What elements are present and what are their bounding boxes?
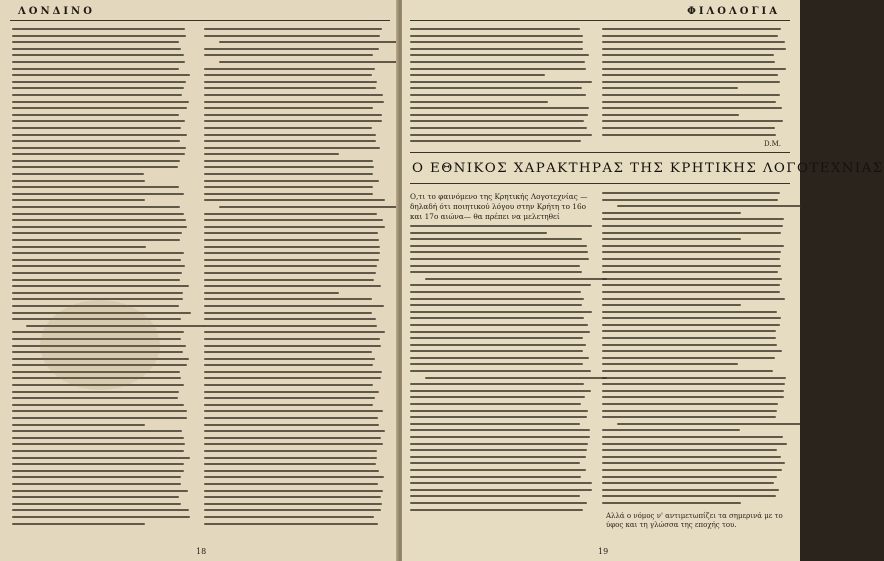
right-top-column-2 <box>602 28 788 148</box>
text-line <box>602 265 781 267</box>
text-line <box>410 344 586 346</box>
text-line <box>410 383 584 385</box>
text-line <box>12 503 181 505</box>
text-line <box>410 436 590 438</box>
text-line <box>410 482 592 484</box>
right-top-column-1 <box>410 28 594 148</box>
text-line <box>204 48 379 50</box>
text-line <box>410 416 587 418</box>
text-line <box>204 417 378 419</box>
text-line <box>204 68 375 70</box>
text-line <box>12 180 145 182</box>
text-line <box>12 160 180 162</box>
text-line <box>12 391 179 393</box>
text-line <box>410 469 586 471</box>
text-line <box>602 87 738 89</box>
text-line <box>12 463 184 465</box>
text-line <box>12 35 186 37</box>
text-line <box>602 443 787 445</box>
text-line <box>602 199 778 201</box>
text-line <box>12 186 179 188</box>
text-line <box>204 28 382 30</box>
text-line <box>204 298 372 300</box>
text-line <box>410 48 583 50</box>
text-line <box>204 259 379 261</box>
text-line <box>602 482 774 484</box>
text-line <box>410 317 584 319</box>
text-line <box>602 344 777 346</box>
text-line <box>12 74 190 76</box>
text-line <box>410 357 589 359</box>
text-line <box>12 101 189 103</box>
text-line <box>602 192 780 194</box>
text-line <box>12 437 184 439</box>
left-page-column-2 <box>204 28 386 533</box>
text-line <box>204 397 375 399</box>
text-line <box>204 272 376 274</box>
text-line <box>12 213 184 215</box>
text-line <box>410 54 589 56</box>
text-line <box>602 81 780 83</box>
text-line <box>204 410 383 412</box>
text-line <box>204 147 380 149</box>
left-folio: 18 <box>196 547 207 556</box>
text-line <box>204 470 379 472</box>
text-line <box>204 285 381 287</box>
text-line <box>602 311 777 313</box>
text-line <box>410 28 580 30</box>
text-line <box>617 205 801 207</box>
text-line <box>204 503 382 505</box>
text-line <box>204 450 377 452</box>
text-line <box>410 107 589 109</box>
text-line <box>12 417 187 419</box>
text-line <box>204 509 381 511</box>
text-line <box>602 436 783 438</box>
text-line <box>410 291 581 293</box>
text-line <box>602 48 786 50</box>
text-line <box>204 523 378 525</box>
text-line <box>602 456 781 458</box>
right-body-column-1 <box>410 192 594 532</box>
text-line <box>204 351 372 353</box>
text-line <box>410 363 583 365</box>
text-line <box>602 101 776 103</box>
text-line <box>602 317 781 319</box>
text-line <box>204 101 384 103</box>
article-intro: Ο,τι το φαινόμενο της Κρητικής Λογοτεχνίας —δηλαδή ότι ποιητικού λόγου στην Κρήτη το 16ο και 17ο αιώνα— θα πρέπει να μελετηθεί <box>410 192 588 221</box>
text-line <box>219 206 399 208</box>
text-line <box>204 252 380 254</box>
text-line <box>602 304 741 306</box>
right-folio: 19 <box>598 547 609 556</box>
text-line <box>204 213 377 215</box>
text-line <box>204 134 376 136</box>
text-line <box>410 502 587 504</box>
text-line <box>410 94 586 96</box>
text-line <box>425 278 608 280</box>
text-line <box>204 292 339 294</box>
text-line <box>602 41 785 43</box>
text-line <box>204 338 380 340</box>
text-line <box>602 68 786 70</box>
text-line <box>12 265 185 267</box>
text-line <box>602 251 781 253</box>
text-line <box>12 94 182 96</box>
text-line <box>12 239 180 241</box>
text-line <box>410 61 585 63</box>
text-line <box>204 127 372 129</box>
text-line <box>410 337 583 339</box>
text-line <box>12 120 185 122</box>
text-line <box>12 81 186 83</box>
text-line <box>204 74 372 76</box>
text-line <box>410 331 590 333</box>
text-line <box>410 284 591 286</box>
text-line <box>12 68 179 70</box>
text-line <box>204 219 383 221</box>
left-header-rule <box>10 20 390 21</box>
text-line <box>204 186 373 188</box>
left-page-column-1 <box>12 28 192 533</box>
text-line <box>12 226 187 228</box>
text-line <box>602 232 781 234</box>
text-line <box>410 232 547 234</box>
text-line <box>12 173 144 175</box>
text-line <box>602 218 784 220</box>
right-page-header: ΦΙΛΟΛΟΓΙΑ <box>687 6 780 17</box>
text-line <box>602 238 741 240</box>
text-line <box>204 457 377 459</box>
text-line <box>602 225 783 227</box>
text-line <box>410 271 582 273</box>
text-line <box>204 199 385 201</box>
text-line <box>204 391 379 393</box>
text-line <box>602 370 773 372</box>
text-line <box>602 476 777 478</box>
text-line <box>12 54 184 56</box>
text-line <box>12 272 182 274</box>
text-line <box>602 449 777 451</box>
text-line <box>410 324 588 326</box>
text-line <box>12 424 145 426</box>
text-line <box>602 377 786 379</box>
headline-top-rule <box>410 152 790 153</box>
text-line <box>602 245 784 247</box>
text-line <box>410 509 583 511</box>
text-line <box>12 134 187 136</box>
text-line <box>204 424 379 426</box>
text-line <box>204 120 382 122</box>
article-closing: Αλλά ο νόμος ν' αντιμετωπίζει τα σημερινά με το ύφος και τη γλώσσα της εποχής του. <box>606 512 783 529</box>
text-line <box>204 193 373 195</box>
text-line <box>204 443 383 445</box>
text-line <box>410 390 591 392</box>
text-line <box>12 430 182 432</box>
text-line <box>12 404 184 406</box>
text-line <box>410 429 590 431</box>
text-line <box>410 423 580 425</box>
text-line <box>12 140 180 142</box>
text-line <box>204 226 385 228</box>
text-line <box>219 61 399 63</box>
text-line <box>12 483 181 485</box>
text-line <box>602 134 776 136</box>
text-line <box>204 325 377 327</box>
text-line <box>12 199 145 201</box>
text-line <box>204 312 372 314</box>
text-line <box>602 94 780 96</box>
text-line <box>204 371 382 373</box>
text-line <box>12 206 180 208</box>
text-line <box>602 363 738 365</box>
left-page-header: ΛΟΝΔΙΝΟ <box>18 6 95 17</box>
text-line <box>410 456 586 458</box>
text-line <box>602 35 778 37</box>
text-line <box>12 48 181 50</box>
text-line <box>12 219 186 221</box>
text-line <box>410 311 592 313</box>
text-line <box>204 35 380 37</box>
text-line <box>410 495 580 497</box>
text-line <box>602 403 778 405</box>
paper-stain <box>40 300 160 390</box>
text-line <box>12 397 178 399</box>
text-line <box>204 318 376 320</box>
text-line <box>410 68 586 70</box>
text-line <box>204 463 376 465</box>
text-line <box>410 245 587 247</box>
text-line <box>602 298 785 300</box>
text-line <box>204 160 373 162</box>
text-line <box>204 87 376 89</box>
text-line <box>602 271 778 273</box>
text-line <box>602 410 777 412</box>
text-line <box>204 483 378 485</box>
headline-bottom-rule <box>410 183 790 184</box>
text-line <box>12 87 184 89</box>
text-line <box>410 114 588 116</box>
text-line <box>12 470 184 472</box>
text-line <box>602 212 741 214</box>
right-body-column-2 <box>602 192 788 510</box>
text-line <box>12 259 181 261</box>
text-line <box>204 166 374 168</box>
text-line <box>410 396 585 398</box>
text-line <box>410 462 580 464</box>
text-line <box>602 284 780 286</box>
text-line <box>410 304 582 306</box>
text-line <box>602 396 784 398</box>
text-line <box>410 101 548 103</box>
text-line <box>204 476 384 478</box>
text-line <box>602 324 780 326</box>
text-line <box>204 265 377 267</box>
text-line <box>204 345 381 347</box>
text-line <box>204 107 373 109</box>
left-page <box>0 0 398 561</box>
text-line <box>410 87 582 89</box>
text-line <box>204 377 381 379</box>
text-line <box>410 134 592 136</box>
text-line <box>219 41 399 43</box>
text-line <box>410 81 592 83</box>
text-line <box>204 437 381 439</box>
text-line <box>410 35 583 37</box>
text-line <box>12 28 185 30</box>
text-line <box>12 457 190 459</box>
text-line <box>204 239 379 241</box>
text-line <box>410 443 588 445</box>
right-page <box>402 0 884 561</box>
text-line <box>12 193 184 195</box>
text-line <box>204 305 384 307</box>
text-line <box>410 489 592 491</box>
text-line <box>602 278 782 280</box>
text-line <box>12 107 187 109</box>
text-line <box>602 330 776 332</box>
text-line <box>204 153 339 155</box>
text-line <box>204 279 374 281</box>
text-line <box>602 291 780 293</box>
text-line <box>410 476 581 478</box>
text-line <box>204 516 374 518</box>
text-line <box>12 509 189 511</box>
text-line <box>410 410 588 412</box>
text-line <box>12 232 182 234</box>
text-line <box>617 423 801 425</box>
text-line <box>410 251 588 253</box>
text-line <box>204 81 377 83</box>
text-line <box>602 127 775 129</box>
text-line <box>12 252 184 254</box>
text-line <box>602 416 776 418</box>
text-line <box>602 107 782 109</box>
text-line <box>204 140 376 142</box>
text-line <box>602 74 778 76</box>
text-line <box>410 74 545 76</box>
text-line <box>12 147 186 149</box>
text-line <box>12 490 188 492</box>
text-line <box>410 350 583 352</box>
text-line <box>12 450 184 452</box>
text-line <box>12 41 179 43</box>
text-line <box>602 390 784 392</box>
text-line <box>425 377 608 379</box>
text-line <box>602 54 774 56</box>
text-line <box>204 430 385 432</box>
text-line <box>204 384 373 386</box>
author-signature: D.M. <box>764 140 781 148</box>
text-line <box>204 114 382 116</box>
text-line <box>12 410 187 412</box>
text-line <box>12 496 179 498</box>
text-line <box>12 153 185 155</box>
text-line <box>12 292 183 294</box>
text-line <box>602 28 781 30</box>
text-line <box>204 232 378 234</box>
text-line <box>602 114 739 116</box>
text-line <box>410 403 581 405</box>
text-line <box>410 140 581 142</box>
text-line <box>410 449 587 451</box>
text-line <box>410 370 591 372</box>
text-line <box>410 120 584 122</box>
text-line <box>204 180 379 182</box>
text-line <box>602 469 782 471</box>
text-line <box>602 61 775 63</box>
text-line <box>602 357 775 359</box>
text-line <box>204 246 380 248</box>
text-line <box>410 225 592 227</box>
text-line <box>12 516 190 518</box>
text-line <box>602 495 776 497</box>
text-line <box>12 285 189 287</box>
text-line <box>12 476 181 478</box>
text-line <box>410 127 587 129</box>
text-line <box>204 173 373 175</box>
text-line <box>12 127 181 129</box>
text-line <box>12 114 179 116</box>
text-line <box>12 166 178 168</box>
text-line <box>204 496 381 498</box>
text-line <box>204 404 373 406</box>
text-line <box>602 502 741 504</box>
text-line <box>602 337 776 339</box>
text-line <box>12 523 145 525</box>
text-line <box>12 279 180 281</box>
text-line <box>410 265 580 267</box>
text-line <box>12 443 185 445</box>
text-line <box>12 246 146 248</box>
text-line <box>410 41 583 43</box>
text-line <box>602 383 785 385</box>
text-line <box>204 331 385 333</box>
text-line <box>204 490 383 492</box>
text-line <box>410 238 582 240</box>
text-line <box>602 489 779 491</box>
article-headline: Ο ΕΘΝΙΚΟΣ ΧΑΡΑΚΤΗΡΑΣ ΤΗΣ ΚΡΗΤΙΚΗΣ ΛΟΓΟΤΕΧΝΙΑΣ <box>412 161 884 176</box>
text-line <box>602 429 740 431</box>
text-line <box>204 54 373 56</box>
text-line <box>410 258 589 260</box>
text-line <box>602 350 782 352</box>
text-line <box>602 462 785 464</box>
text-line <box>204 364 373 366</box>
text-line <box>602 258 780 260</box>
text-line <box>410 298 584 300</box>
text-line <box>602 120 783 122</box>
text-line <box>12 61 185 63</box>
text-line <box>204 358 375 360</box>
text-line <box>204 94 383 96</box>
right-header-rule <box>410 20 790 21</box>
